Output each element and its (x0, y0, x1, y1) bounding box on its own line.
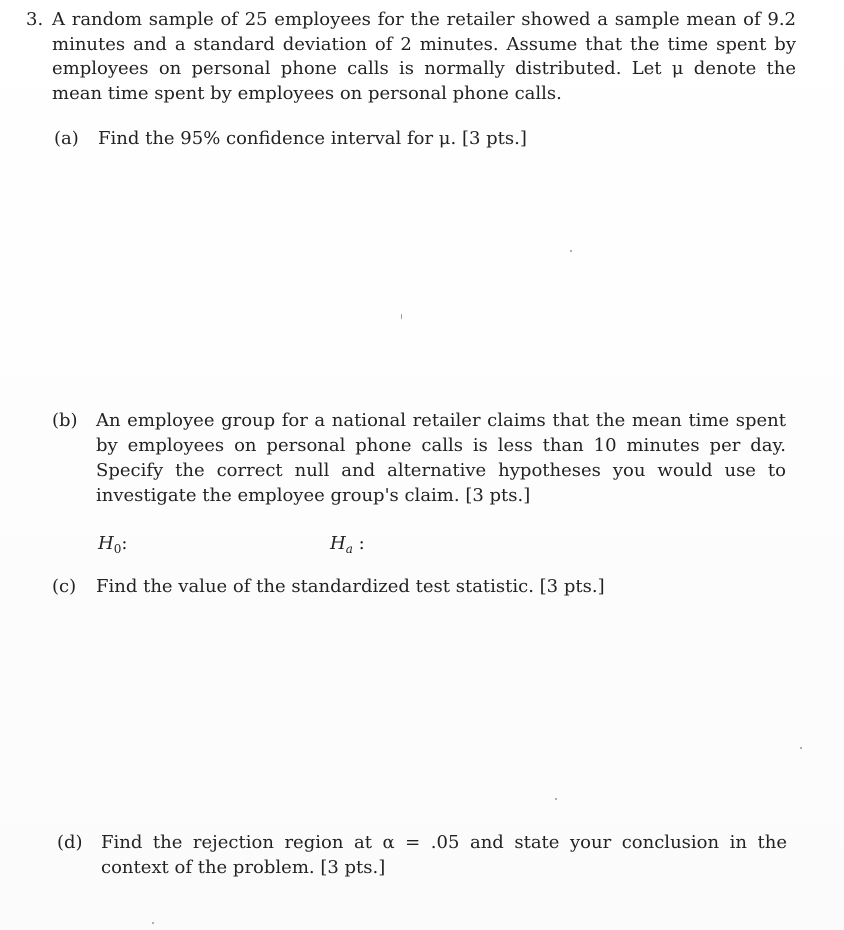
alternative-hypothesis-label (330, 533, 365, 556)
part-a-text: Find the 95% confidence interval for μ. [3 pts.] (98, 128, 527, 149)
question-text: A random sample of 25 employees for the retailer showed a sample mean of 9.2 minutes and a standard deviation of 2 minutes. Assume that the time spent by employees on personal phone calls is normally distributed. Let μ denote the mean time spent by employees on personal phone calls. (52, 9, 796, 104)
question-3 (26, 8, 796, 106)
part-b-text: An employee group for a national retailer claims that the mean time spent by employees on personal phone calls is less than 10 minutes per day. Specify the correct null and alternative hypotheses you would use to investigate the employee group's claim. [3 pts.] (96, 410, 786, 506)
part-d-text: Find the rejection region at α = .05 and state your conclusion in the context of the problem. [3 pts.] (101, 832, 787, 878)
scan-speck (800, 747, 802, 749)
scan-speck (152, 922, 154, 924)
part-b-label: (b) (52, 410, 78, 431)
scan-speck (570, 250, 572, 252)
scan-speck (401, 314, 402, 319)
part-c (52, 574, 772, 599)
part-d-label: (d) (57, 832, 83, 853)
null-hypothesis-colon: : (121, 533, 128, 554)
part-c-label: (c) (52, 576, 77, 597)
alternative-hypothesis-colon: : (352, 533, 365, 554)
part-b (52, 408, 786, 508)
question-number: 3. (26, 9, 44, 30)
part-c-text: Find the value of the standardized test statistic. [3 pts.] (96, 576, 605, 597)
alternative-hypothesis-subscript: a (345, 542, 353, 556)
null-hypothesis-label (98, 533, 127, 556)
alternative-hypothesis-letter: H (330, 533, 346, 554)
part-a (54, 126, 774, 151)
part-a-label: (a) (54, 128, 79, 149)
null-hypothesis-letter: H (98, 533, 114, 554)
null-hypothesis-subscript: 0 (113, 542, 122, 556)
part-d (57, 830, 787, 880)
scan-speck (555, 798, 557, 800)
